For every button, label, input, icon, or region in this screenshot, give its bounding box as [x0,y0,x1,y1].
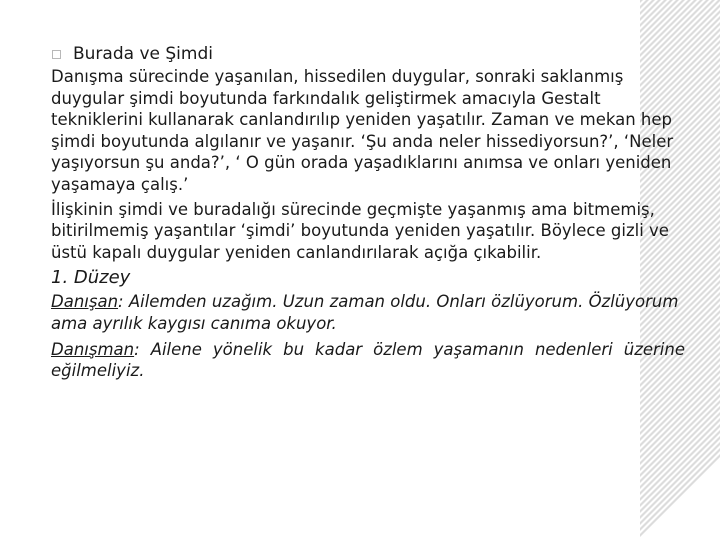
counselor-line: Ailene yönelik bu kadar özlem yaşamanın nedenleri üzerine eğilmeliyiz. [51,339,685,381]
level-heading: 1. Düzey [51,267,131,289]
paragraph-1: Danışma sürecinde yaşanılan, hissedilen duygular, sonraki saklanmış duygular şimdi boyutunda farkındalık geliştirmek amacıyla Gestalt tekniklerini kullanarak canlandırılıp yeniden yaşatılır. Zaman ve mekan hep şimdi boyutunda algılanır ve yaşanır. ‘Şu anda neler hissediyorsun?’, ‘Neler yaşıyorsun şu anda?’, ‘ O gün orada yaşadıklarını anımsa ve onları yeniden yaşamaya çalış.’ [51,67,674,194]
speaker-colon: : [118,292,129,312]
speaker-colon: : [134,339,151,359]
section-heading [51,44,685,65]
dialogue-counselor [51,339,685,382]
speaker-counselor: Danışman [51,339,135,359]
hollow-square-bullet-icon [52,50,61,59]
slide-content [51,44,685,386]
paragraph-2: İlişkinin şimdi ve buradalığı sürecinde geçmişte yaşanmış ama bitmemiş, bitirilmemiş yaşantılar ‘şimdi’ boyutunda yeniden yaşatılır. Böylece gizli ve üstü kapalı duygular yeniden canlandırılarak açığa çıkabilir. [51,199,669,262]
dialogue-client [51,291,685,334]
speaker-client: Danışan [51,292,119,312]
heading-title: Burada ve Şimdi [73,44,213,64]
client-line: Ailemden uzağım. Uzun zaman oldu. Onları özlüyorum. Özlüyorum ama ayrılık kaygısı canıma okuyor. [51,292,679,333]
